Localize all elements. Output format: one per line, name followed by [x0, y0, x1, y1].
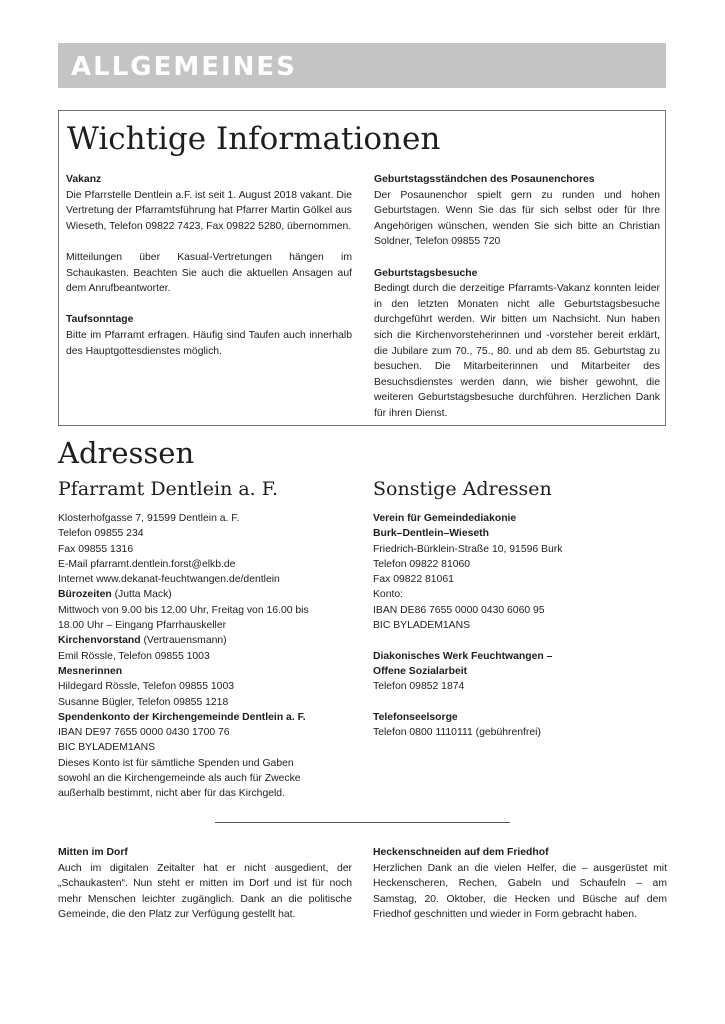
divider	[215, 822, 510, 823]
address-line	[373, 725, 562, 740]
vakanz-heading: Vakanz	[66, 174, 102, 185]
address-line	[58, 771, 309, 786]
mitten-im-dorf-text: Auch im digitalen Zeitalter hat er nicht ausgedient, der „Schaukasten“. Nun steht er mitten im Dorf und ist für noch mehr Menschen leichter zugänglich. Dank an die politische Gemeinde, die den Platz zur Verfügung gestellt hat.	[58, 862, 352, 920]
address-line	[58, 557, 309, 572]
address-line-text: IBAN DE97 7655 0000 0430 1700 76	[58, 727, 230, 739]
address-line	[373, 557, 562, 572]
pfarramt-address-list	[58, 511, 309, 802]
kasual-text: Mitteilungen über Kasual-Vertretungen hängen im Schaukasten. Beachten Sie auch die aktuellen Ansagen auf dem Anrufbeantworter.	[66, 251, 352, 295]
address-line-text: BIC BYLADEM1ANS	[373, 620, 471, 632]
address-line	[373, 511, 562, 526]
address-line-text: Telefon 09855 234	[58, 528, 144, 540]
address-line-text: Konto:	[373, 589, 404, 601]
address-line-text: Internet www.dekanat-feuchtwangen.de/dentlein	[58, 574, 280, 586]
heckenschneiden-text: Herzlichen Dank an die vielen Helfer, die – ausgerüstet mit Heckenscheren, Rechen, Gabeln und Schaufeln – am Samstag, 20. Oktober, die Hecken und Büsche auf dem Friedhof geschnitten und wieder in Form gebracht haben.	[373, 862, 667, 920]
address-line-text: (Vertrauensmann)	[140, 635, 227, 647]
address-line	[373, 633, 562, 648]
address-line	[58, 618, 309, 633]
address-line	[373, 603, 562, 618]
address-line-text: Telefon 09822 81060	[373, 558, 471, 570]
address-line	[58, 786, 309, 801]
address-line	[58, 633, 309, 648]
address-line	[58, 603, 309, 618]
address-line-text: Mittwoch von 9.00 bis 12.00 Uhr, Freitag von 16.00 bis	[58, 604, 309, 616]
address-line-text: Klosterhofgasse 7, 91599 Dentlein a. F.	[58, 513, 240, 524]
geburtstagsbesuche-heading: Geburtstagsbesuche	[374, 267, 478, 279]
address-line-text: Friedrich-Bürklein-Straße 10, 91596 Burk	[373, 543, 563, 555]
address-line	[58, 587, 309, 602]
sonstige-title: Sonstige Adressen	[373, 478, 552, 500]
address-line	[373, 618, 562, 633]
address-line-bold: Kirchenvorstand	[58, 635, 141, 647]
heckenschneiden-heading: Heckenschneiden auf dem Friedhof	[373, 847, 549, 858]
address-line	[58, 511, 309, 526]
address-line-bold: Mesnerinnen	[58, 665, 123, 677]
taufsonntage-heading: Taufsonntage	[66, 314, 134, 326]
address-line	[373, 587, 562, 602]
address-line-text: Fax 09822 81061	[373, 574, 454, 586]
section-banner	[58, 43, 666, 88]
address-line-bold: Telefonseelsorge	[373, 711, 458, 723]
address-line-text: E-Mail pfarramt.dentlein.forst@elkb.de	[58, 558, 236, 570]
address-line-text: 18.00 Uhr – Eingang Pfarrhauskeller	[58, 620, 227, 632]
address-line	[58, 542, 309, 557]
info-left-column	[66, 172, 352, 359]
taufsonntage-text: Bitte im Pfarramt erfragen. Häufig sind Taufen auch innerhalb des Hauptgottesdienstes möglich.	[66, 329, 352, 357]
addresses-title: Adressen	[58, 436, 195, 470]
address-line-text: sowohl an die Kirchengemeinde als auch für Zwecke	[58, 773, 301, 785]
address-line-text: Hildegard Rössle, Telefon 09855 1003	[58, 681, 234, 693]
address-line	[373, 649, 562, 664]
address-line-text: (Jutta Mack)	[111, 589, 172, 601]
address-line	[58, 526, 309, 541]
info-box	[58, 110, 666, 426]
address-line	[373, 664, 562, 679]
address-line-text: Telefon 0800 1110111 (gebührenfrei)	[373, 727, 541, 739]
heckenschneiden-article	[373, 845, 667, 923]
address-line	[58, 572, 309, 587]
address-line-bold: Verein für Gemeindediakonie	[373, 513, 517, 524]
posaunenchor-text: Der Posaunenchor spielt gern zu runden und hohen Geburtstagen. Wenn Sie das für sich selbst oder für Ihre Angehörigen wünschen, wenden Sie sich bitte an Christian Soldner, Telefon 09855 720	[374, 189, 660, 248]
info-right-column	[374, 172, 660, 422]
address-line	[373, 542, 562, 557]
info-title: Wichtige Informationen	[67, 121, 441, 157]
posaunenchor-heading: Geburtstagsständchen des Posaunenchores	[374, 174, 595, 185]
address-line-bold: Bürozeiten	[58, 589, 112, 601]
mitten-im-dorf-heading: Mitten im Dorf	[58, 847, 128, 858]
address-line	[373, 679, 562, 694]
vakanz-text: Die Pfarrstelle Dentlein a.F. ist seit 1. August 2018 vakant. Die Vertretung der Pfarramtsführung hat Pfarrer Martin Gölkel aus Wieseth, Telefon 09822 7423, Fax 09822 5280, übernommen.	[66, 189, 352, 232]
address-line	[373, 572, 562, 587]
address-line	[373, 526, 562, 541]
address-line-text: IBAN DE86 7655 0000 0430 6060 95	[373, 604, 545, 616]
address-line	[373, 695, 562, 710]
mitten-im-dorf-article	[58, 845, 352, 923]
address-line-text: Fax 09855 1316	[58, 543, 134, 555]
geburtstagsbesuche-text: Bedingt durch die derzeitige Pfarramts-Vakanz konnten leider in den letzten Monaten nicht alle Geburtstagsbesuche durchgeführt werden. Wir bitten um Nachsicht. Nun haben sich die Kirchenvorsteherinnen und -vorsteher bereit erklärt, die Jubilare zum 70., 75., 80. und ab dem 85. Geburtstag zu besuchen. Die Mitarbeiterinnen und Mitarbeiter des Besuchsdienstes werden dann, wie bisher gewohnt, die weiteren Geburtstagsbesuche durchführen. Herzlichen Dank für ihren Dienst.	[374, 283, 660, 419]
address-line-text: Susanne Bügler, Telefon 09855 1218	[58, 696, 229, 708]
address-line	[58, 740, 309, 755]
address-line-bold: Spendenkonto der Kirchengemeinde Dentlein a. F.	[58, 711, 306, 723]
address-line	[58, 695, 309, 710]
address-line-bold: Offene Sozialarbeit	[373, 665, 468, 677]
address-line-text: außerhalb bestimmt, nicht aber für das Kirchgeld.	[58, 788, 285, 800]
address-line	[58, 649, 309, 664]
banner-label: ALLGEMEINES	[71, 52, 297, 82]
address-line	[58, 710, 309, 725]
address-line	[373, 710, 562, 725]
address-line-bold: Diakonisches Werk Feuchtwangen –	[373, 650, 553, 662]
address-line-text: BIC BYLADEM1ANS	[58, 742, 156, 754]
address-line-bold: Burk–Dentlein–Wieseth	[373, 528, 489, 540]
sonstige-address-list	[373, 511, 562, 740]
address-line-text: Telefon 09852 1874	[373, 681, 465, 693]
address-line	[58, 664, 309, 679]
address-line-text: Dieses Konto ist für sämtliche Spenden und Gaben	[58, 757, 294, 769]
address-line-text: Emil Rössle, Telefon 09855 1003	[58, 650, 210, 662]
pfarramt-title: Pfarramt Dentlein a. F.	[58, 478, 279, 500]
address-line	[58, 756, 309, 771]
address-line	[58, 725, 309, 740]
address-line	[58, 679, 309, 694]
